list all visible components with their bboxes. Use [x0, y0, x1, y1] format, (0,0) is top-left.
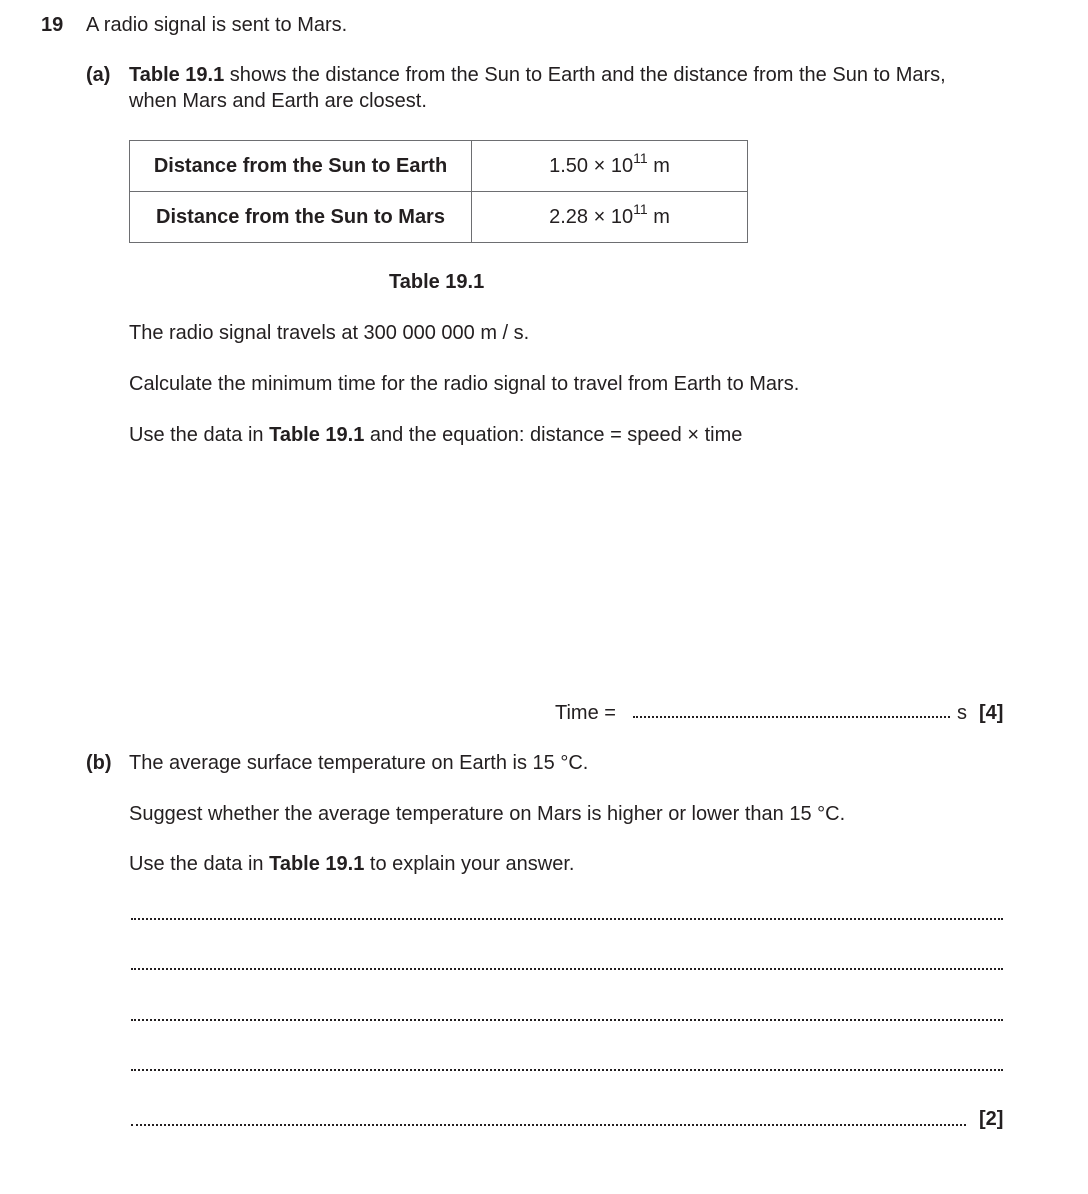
part-a-marks: [4] [979, 702, 1004, 724]
value-exponent: 11 [633, 150, 648, 167]
answer-label: Time = [555, 702, 616, 724]
table-row-value [472, 141, 748, 192]
part-b-use-data [129, 852, 574, 876]
table-row-label: Distance from the Sun to Mars [130, 192, 472, 243]
answer-line[interactable] [131, 1019, 1003, 1021]
answer-line[interactable] [633, 716, 950, 718]
use-suffix: to explain your answer. [364, 853, 575, 875]
task-text: Calculate the minimum time for the radio signal to travel from Earth to Mars. [129, 373, 800, 395]
use-prefix: Use the data in [129, 424, 270, 446]
part-a-intro-rest: shows the distance from the Sun to Earth and the distance from the Sun to Mars, [224, 64, 946, 86]
question-stem: A radio signal is sent to Mars. [86, 14, 348, 36]
part-a-use-data [129, 423, 742, 447]
question-number: 19 [41, 14, 64, 36]
use-ref: Table 19.1 [269, 424, 365, 446]
value-mantissa: 1.50 × 10 [549, 155, 634, 177]
part-b-marks: [2] [979, 1108, 1004, 1130]
part-b-label: (b) [86, 752, 112, 774]
use-ref: Table 19.1 [269, 853, 365, 875]
table-row-value [472, 192, 748, 243]
answer-line[interactable] [131, 1069, 1003, 1071]
table-caption: Table 19.1 [389, 271, 485, 293]
part-a-intro-ref: Table 19.1 [129, 64, 225, 86]
part-a-label: (a) [86, 64, 111, 86]
answer-line[interactable] [131, 1124, 966, 1126]
table-row-label: Distance from the Sun to Earth [130, 141, 472, 192]
answer-line[interactable] [131, 968, 1003, 970]
part-a-intro [129, 63, 946, 87]
distance-table [129, 140, 748, 243]
answer-unit: s [957, 702, 967, 724]
part-a-intro-line2: when Mars and Earth are closest. [129, 90, 427, 112]
value-exponent: 11 [633, 201, 648, 218]
value-unit: m [653, 155, 670, 177]
answer-line[interactable] [131, 918, 1003, 920]
table-row [130, 192, 748, 243]
speed-text: The radio signal travels at 300 000 000 m / s. [129, 322, 530, 344]
use-prefix: Use the data in [129, 853, 270, 875]
value-mantissa: 2.28 × 10 [549, 206, 634, 228]
table-row [130, 141, 748, 192]
use-suffix: and the equation: distance = speed × time [364, 424, 743, 446]
part-b-intro: The average surface temperature on Earth is 15 °C. [129, 752, 589, 774]
part-b-suggest: Suggest whether the average temperature on Mars is higher or lower than 15 °C. [129, 803, 846, 825]
value-unit: m [653, 206, 670, 228]
